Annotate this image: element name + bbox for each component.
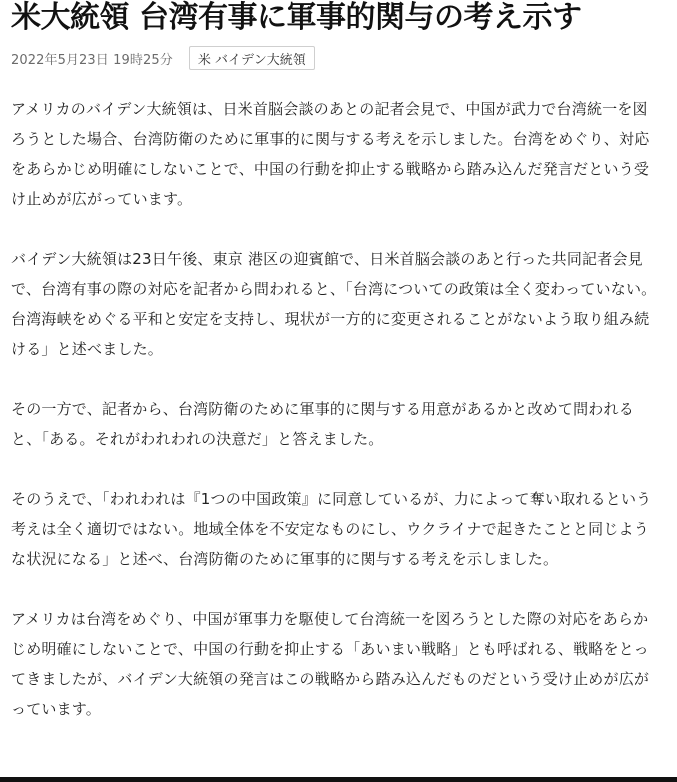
topic-tag-link[interactable]: 米 バイデン大統領 (189, 46, 315, 70)
article-title: 米大統領 台湾有事に軍事的関与の考え示す (11, 0, 582, 35)
article-meta (11, 45, 315, 71)
article-paragraph: アメリカのバイデン大統領は、日米首脳会談のあとの記者会見で、中国が武力で台湾統一を図ろうとした場合、台湾防衛のために軍事的に関与する考えを示しました。台湾をめぐり、対応をあらかじめ明確にしないことで、中国の行動を抑止する戦略から踏み込んだ発言だという受け止めが広がっています。 (11, 100, 650, 208)
article-body (11, 94, 657, 754)
article-paragraph: その一方で、記者から、台湾防衛のために軍事的に関与する用意があるかと改めて問われると、「ある。それがわれわれの決意だ」と答えました。 (11, 400, 634, 448)
article-paragraph: バイデン大統領は23日午後、東京 港区の迎賓館で、日米首脳会談のあと行った共同記者会見で、台湾有事の際の対応を記者から問われると、「台湾についての政策は全く変わっていない。台湾海峡をめぐる平和と安定を支持し、現状が一方的に変更されることがないよう取り組み続ける」と述べました。 (11, 250, 657, 358)
article-paragraph: そのうえで、「われわれは『1つの中国政策』に同意しているが、力によって奪い取れるという考えは全く適切ではない。地域全体を不安定なものにし、ウクライナで起きたことと同じような状況になる」と述べ、台湾防衛のために軍事的に関与する考えを示しました。 (11, 490, 652, 568)
publish-timestamp: 2022年5月23日 19時25分 (11, 52, 173, 68)
bottom-divider-bar (0, 777, 677, 782)
article-paragraph: アメリカは台湾をめぐり、中国が軍事力を駆使して台湾統一を図ろうとした際の対応をあらかじめ明確にしないことで、中国の行動を抑止する「あいまい戦略」とも呼ばれる、戦略をとってきましたが、バイデン大統領の発言はこの戦略から踏み込んだものだという受け止めが広がっています。 (11, 610, 650, 718)
